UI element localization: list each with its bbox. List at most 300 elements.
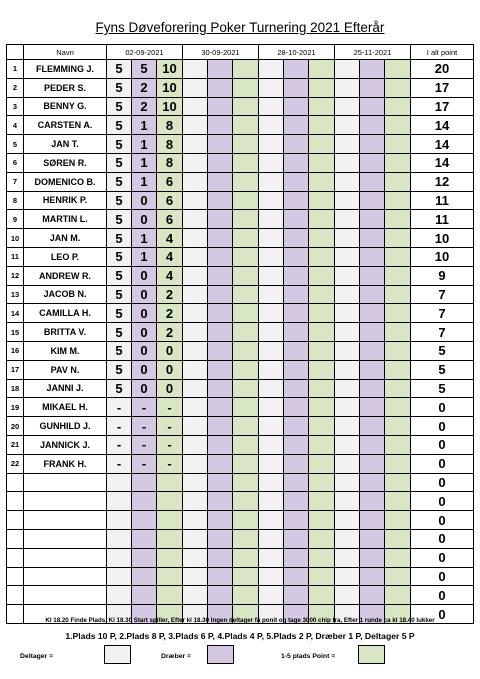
score-cell bbox=[183, 285, 208, 304]
score-cell bbox=[233, 247, 259, 266]
score-cell bbox=[233, 266, 259, 285]
row-index bbox=[7, 492, 24, 511]
score-cell bbox=[157, 567, 183, 586]
score-cell bbox=[208, 492, 233, 511]
player-name: JACOB N. bbox=[24, 285, 107, 304]
score-cell bbox=[385, 454, 411, 473]
table-row bbox=[7, 511, 474, 530]
score-cell bbox=[183, 153, 208, 172]
table-row bbox=[7, 379, 474, 398]
score-cell bbox=[208, 191, 233, 210]
score-cell bbox=[157, 473, 183, 492]
total-cell: 17 bbox=[411, 97, 474, 116]
score-cell bbox=[385, 341, 411, 360]
score-cell bbox=[157, 511, 183, 530]
score-cell bbox=[157, 529, 183, 548]
player-name: HENRIK P. bbox=[24, 191, 107, 210]
score-cell bbox=[233, 435, 259, 454]
legend-label-deltager: Deltager = bbox=[20, 653, 54, 660]
score-cell bbox=[208, 78, 233, 97]
table-row bbox=[7, 60, 474, 79]
score-cell bbox=[208, 567, 233, 586]
score-cell bbox=[259, 229, 284, 248]
date-header-3: 28-10-2021 bbox=[259, 45, 335, 60]
score-cell bbox=[259, 116, 284, 135]
score-cell bbox=[335, 360, 360, 379]
score-cell bbox=[233, 97, 259, 116]
score-cell bbox=[183, 417, 208, 436]
score-cell: - bbox=[132, 435, 157, 454]
player-name: BRITTA V. bbox=[24, 323, 107, 342]
score-cell bbox=[183, 548, 208, 567]
player-name: CARSTEN A. bbox=[24, 116, 107, 135]
score-cell bbox=[208, 172, 233, 191]
score-cell: - bbox=[107, 398, 132, 417]
total-cell: 14 bbox=[411, 116, 474, 135]
score-cell bbox=[284, 567, 309, 586]
index-header bbox=[7, 45, 24, 60]
score-cell bbox=[233, 341, 259, 360]
score-cell bbox=[233, 172, 259, 191]
score-cell bbox=[107, 529, 132, 548]
total-cell: 0 bbox=[411, 398, 474, 417]
row-index bbox=[7, 586, 24, 605]
score-cell bbox=[259, 379, 284, 398]
score-cell: 0 bbox=[157, 379, 183, 398]
score-cell: 6 bbox=[157, 210, 183, 229]
score-cell bbox=[385, 529, 411, 548]
player-name: JANNICK J. bbox=[24, 435, 107, 454]
total-cell: 11 bbox=[411, 210, 474, 229]
score-cell: 5 bbox=[132, 60, 157, 79]
score-cell bbox=[183, 511, 208, 530]
total-cell: 14 bbox=[411, 135, 474, 154]
score-cell bbox=[183, 135, 208, 154]
row-index bbox=[7, 529, 24, 548]
score-cell bbox=[208, 417, 233, 436]
score-cell: 6 bbox=[157, 191, 183, 210]
score-cell bbox=[284, 304, 309, 323]
score-cell bbox=[335, 172, 360, 191]
date-header-4: 25-11-2021 bbox=[335, 45, 411, 60]
score-cell: 1 bbox=[132, 247, 157, 266]
score-cell bbox=[385, 266, 411, 285]
total-cell: 20 bbox=[411, 60, 474, 79]
score-cell bbox=[259, 285, 284, 304]
player-name: MIKAEL H. bbox=[24, 398, 107, 417]
score-cell bbox=[233, 153, 259, 172]
score-cell bbox=[233, 323, 259, 342]
total-cell: 0 bbox=[411, 586, 474, 605]
table-row bbox=[7, 116, 474, 135]
score-cell bbox=[360, 78, 385, 97]
score-cell bbox=[309, 153, 335, 172]
score-cell bbox=[284, 78, 309, 97]
player-name: CAMILLA H. bbox=[24, 304, 107, 323]
score-cell bbox=[284, 341, 309, 360]
player-name: MARTIN L. bbox=[24, 210, 107, 229]
score-cell bbox=[335, 153, 360, 172]
score-cell bbox=[335, 511, 360, 530]
score-cell bbox=[284, 473, 309, 492]
table-row bbox=[7, 360, 474, 379]
score-cell bbox=[360, 567, 385, 586]
score-cell bbox=[208, 135, 233, 154]
player-name bbox=[24, 586, 107, 605]
score-cell: 1 bbox=[132, 135, 157, 154]
score-cell: - bbox=[157, 417, 183, 436]
table-row bbox=[7, 304, 474, 323]
score-cell bbox=[208, 435, 233, 454]
score-cell: 5 bbox=[107, 97, 132, 116]
row-index: 1 bbox=[7, 60, 24, 79]
score-cell bbox=[233, 511, 259, 530]
table-row bbox=[7, 341, 474, 360]
score-cell bbox=[284, 586, 309, 605]
legend-label-draeber: Dræber = bbox=[161, 653, 192, 660]
score-cell bbox=[132, 473, 157, 492]
total-cell: 0 bbox=[411, 417, 474, 436]
row-index: 7 bbox=[7, 172, 24, 191]
score-cell bbox=[385, 360, 411, 379]
table-row bbox=[7, 153, 474, 172]
score-cell bbox=[335, 304, 360, 323]
table-row bbox=[7, 473, 474, 492]
score-cell bbox=[335, 97, 360, 116]
score-cell bbox=[385, 567, 411, 586]
score-cell bbox=[284, 398, 309, 417]
row-index: 16 bbox=[7, 341, 24, 360]
score-cell bbox=[309, 379, 335, 398]
table-row bbox=[7, 97, 474, 116]
score-cell bbox=[385, 172, 411, 191]
score-cell: 0 bbox=[132, 210, 157, 229]
score-cell bbox=[157, 586, 183, 605]
page-title: Fyns Døveforering Poker Turnering 2021 Efterår bbox=[95, 20, 385, 35]
score-cell bbox=[233, 567, 259, 586]
score-cell bbox=[107, 567, 132, 586]
score-cell bbox=[309, 454, 335, 473]
score-cell: 2 bbox=[132, 97, 157, 116]
row-index bbox=[7, 473, 24, 492]
total-cell: 0 bbox=[411, 605, 474, 624]
table-row bbox=[7, 417, 474, 436]
score-cell bbox=[360, 97, 385, 116]
row-index bbox=[7, 567, 24, 586]
score-cell: 8 bbox=[157, 135, 183, 154]
score-cell bbox=[208, 360, 233, 379]
score-cell bbox=[284, 247, 309, 266]
table-row bbox=[7, 529, 474, 548]
score-cell bbox=[259, 548, 284, 567]
total-cell: 0 bbox=[411, 567, 474, 586]
score-cell: 5 bbox=[107, 135, 132, 154]
score-cell bbox=[233, 529, 259, 548]
score-cell: - bbox=[132, 454, 157, 473]
score-cell bbox=[335, 60, 360, 79]
table-row bbox=[7, 323, 474, 342]
row-index: 11 bbox=[7, 247, 24, 266]
score-cell bbox=[284, 97, 309, 116]
score-cell bbox=[385, 304, 411, 323]
score-cell bbox=[132, 567, 157, 586]
score-cell bbox=[335, 247, 360, 266]
score-cell bbox=[335, 454, 360, 473]
score-cell bbox=[284, 435, 309, 454]
score-cell bbox=[259, 586, 284, 605]
total-cell: 9 bbox=[411, 266, 474, 285]
score-cell bbox=[335, 435, 360, 454]
score-cell bbox=[259, 398, 284, 417]
table-row bbox=[7, 454, 474, 473]
score-cell bbox=[208, 548, 233, 567]
score-cell bbox=[360, 153, 385, 172]
score-cell: 6 bbox=[157, 172, 183, 191]
score-cell: 0 bbox=[157, 341, 183, 360]
score-cell: 2 bbox=[157, 285, 183, 304]
player-name: BENNY G. bbox=[24, 97, 107, 116]
score-cell: 10 bbox=[157, 60, 183, 79]
score-cell bbox=[360, 492, 385, 511]
row-index bbox=[7, 511, 24, 530]
score-cell: - bbox=[157, 398, 183, 417]
score-cell bbox=[385, 153, 411, 172]
score-cell: 0 bbox=[132, 304, 157, 323]
score-cell bbox=[259, 341, 284, 360]
score-cell bbox=[284, 191, 309, 210]
score-cell: 5 bbox=[107, 285, 132, 304]
score-cell bbox=[385, 323, 411, 342]
row-index: 14 bbox=[7, 304, 24, 323]
score-cell bbox=[335, 417, 360, 436]
score-cell bbox=[385, 229, 411, 248]
score-cell bbox=[208, 379, 233, 398]
score-cell bbox=[335, 529, 360, 548]
score-cell bbox=[309, 398, 335, 417]
score-cell bbox=[208, 97, 233, 116]
score-cell bbox=[309, 210, 335, 229]
score-cell bbox=[385, 116, 411, 135]
table-row bbox=[7, 567, 474, 586]
score-cell bbox=[360, 172, 385, 191]
score-cell bbox=[208, 153, 233, 172]
player-name: KIM M. bbox=[24, 341, 107, 360]
score-cell bbox=[284, 285, 309, 304]
total-cell: 0 bbox=[411, 529, 474, 548]
score-cell bbox=[233, 379, 259, 398]
score-cell bbox=[335, 191, 360, 210]
score-cell bbox=[208, 398, 233, 417]
name-header: Navn bbox=[24, 45, 107, 60]
table-row bbox=[7, 210, 474, 229]
score-cell bbox=[233, 210, 259, 229]
score-cell bbox=[183, 398, 208, 417]
score-cell: 5 bbox=[107, 323, 132, 342]
score-cell: 5 bbox=[107, 78, 132, 97]
row-index: 2 bbox=[7, 78, 24, 97]
score-cell bbox=[132, 511, 157, 530]
score-cell: 10 bbox=[157, 78, 183, 97]
score-cell bbox=[360, 229, 385, 248]
score-table bbox=[6, 44, 474, 624]
score-cell bbox=[259, 529, 284, 548]
score-cell bbox=[157, 548, 183, 567]
score-cell bbox=[360, 435, 385, 454]
player-name bbox=[24, 511, 107, 530]
score-cell bbox=[183, 266, 208, 285]
row-index: 15 bbox=[7, 323, 24, 342]
player-name: JANNI J. bbox=[24, 379, 107, 398]
score-cell bbox=[284, 60, 309, 79]
score-cell: 5 bbox=[107, 116, 132, 135]
row-index: 17 bbox=[7, 360, 24, 379]
score-cell bbox=[259, 435, 284, 454]
score-cell bbox=[107, 586, 132, 605]
score-cell bbox=[284, 229, 309, 248]
score-cell bbox=[360, 341, 385, 360]
table-row bbox=[7, 285, 474, 304]
score-cell bbox=[284, 116, 309, 135]
score-cell bbox=[385, 97, 411, 116]
score-cell: 5 bbox=[107, 153, 132, 172]
total-cell: 0 bbox=[411, 511, 474, 530]
row-index: 4 bbox=[7, 116, 24, 135]
score-cell: 0 bbox=[132, 285, 157, 304]
score-cell: 2 bbox=[132, 78, 157, 97]
score-cell bbox=[385, 78, 411, 97]
score-cell bbox=[335, 473, 360, 492]
score-cell bbox=[208, 266, 233, 285]
total-cell: 0 bbox=[411, 454, 474, 473]
total-cell: 12 bbox=[411, 172, 474, 191]
score-cell bbox=[284, 360, 309, 379]
score-cell bbox=[335, 398, 360, 417]
row-index: 8 bbox=[7, 191, 24, 210]
score-cell bbox=[309, 567, 335, 586]
score-cell: 0 bbox=[132, 191, 157, 210]
score-cell bbox=[183, 304, 208, 323]
score-cell bbox=[259, 210, 284, 229]
score-cell: 4 bbox=[157, 247, 183, 266]
score-cell: 0 bbox=[132, 360, 157, 379]
score-cell bbox=[385, 247, 411, 266]
score-cell bbox=[233, 116, 259, 135]
score-cell bbox=[208, 323, 233, 342]
row-index: 22 bbox=[7, 454, 24, 473]
score-cell bbox=[360, 398, 385, 417]
score-cell bbox=[183, 492, 208, 511]
score-cell: 10 bbox=[157, 97, 183, 116]
score-cell bbox=[335, 341, 360, 360]
score-cell bbox=[233, 60, 259, 79]
score-cell bbox=[309, 417, 335, 436]
score-cell bbox=[309, 229, 335, 248]
score-cell bbox=[183, 191, 208, 210]
score-cell: - bbox=[157, 454, 183, 473]
legend-label-point: 1-5 plads Point = bbox=[281, 653, 336, 660]
points-text: 1.Plads 10 P, 2.Plads 8 P, 3.Plads 6 P, 4.Plads 4 P, 5.Plads 2 P, Dræber 1 P, Deltager 5 P bbox=[65, 631, 415, 641]
score-cell bbox=[233, 454, 259, 473]
score-cell bbox=[233, 417, 259, 436]
score-cell bbox=[309, 586, 335, 605]
score-cell bbox=[360, 586, 385, 605]
score-cell bbox=[360, 548, 385, 567]
score-cell bbox=[208, 454, 233, 473]
score-cell bbox=[259, 473, 284, 492]
total-cell: 10 bbox=[411, 247, 474, 266]
score-cell bbox=[309, 548, 335, 567]
score-cell bbox=[183, 247, 208, 266]
score-cell bbox=[335, 548, 360, 567]
score-cell bbox=[309, 78, 335, 97]
player-name bbox=[24, 548, 107, 567]
score-cell bbox=[385, 417, 411, 436]
score-cell bbox=[284, 492, 309, 511]
score-cell: - bbox=[107, 454, 132, 473]
score-cell bbox=[208, 341, 233, 360]
player-name bbox=[24, 567, 107, 586]
row-index: 21 bbox=[7, 435, 24, 454]
total-header: I alt point bbox=[411, 45, 474, 60]
total-cell: 7 bbox=[411, 285, 474, 304]
total-cell: 7 bbox=[411, 323, 474, 342]
score-cell bbox=[259, 247, 284, 266]
total-cell: 14 bbox=[411, 153, 474, 172]
date-header-2: 30-09-2021 bbox=[183, 45, 259, 60]
table-row bbox=[7, 135, 474, 154]
table-row bbox=[7, 492, 474, 511]
score-cell: 1 bbox=[132, 116, 157, 135]
score-cell bbox=[259, 304, 284, 323]
score-cell bbox=[284, 529, 309, 548]
score-cell: 0 bbox=[132, 341, 157, 360]
score-cell: - bbox=[107, 435, 132, 454]
score-cell: 4 bbox=[157, 229, 183, 248]
score-cell bbox=[284, 511, 309, 530]
score-cell bbox=[360, 135, 385, 154]
score-cell bbox=[360, 529, 385, 548]
total-cell: 0 bbox=[411, 492, 474, 511]
score-cell bbox=[183, 529, 208, 548]
score-cell bbox=[335, 78, 360, 97]
table-row bbox=[7, 548, 474, 567]
player-name: SØREN R. bbox=[24, 153, 107, 172]
score-cell bbox=[309, 191, 335, 210]
score-cell bbox=[284, 266, 309, 285]
score-cell bbox=[132, 586, 157, 605]
score-cell bbox=[309, 135, 335, 154]
legend-box-point bbox=[358, 645, 385, 664]
player-name bbox=[24, 492, 107, 511]
score-cell bbox=[107, 492, 132, 511]
score-cell bbox=[183, 323, 208, 342]
score-cell bbox=[233, 135, 259, 154]
score-cell bbox=[335, 586, 360, 605]
score-cell bbox=[309, 529, 335, 548]
score-cell bbox=[208, 210, 233, 229]
score-cell: 1 bbox=[132, 229, 157, 248]
score-cell bbox=[309, 285, 335, 304]
score-cell bbox=[284, 210, 309, 229]
score-cell bbox=[309, 266, 335, 285]
score-cell bbox=[208, 473, 233, 492]
score-cell bbox=[309, 473, 335, 492]
score-cell: - bbox=[157, 435, 183, 454]
table-row bbox=[7, 435, 474, 454]
table-row bbox=[7, 247, 474, 266]
score-cell bbox=[233, 548, 259, 567]
score-cell bbox=[259, 172, 284, 191]
